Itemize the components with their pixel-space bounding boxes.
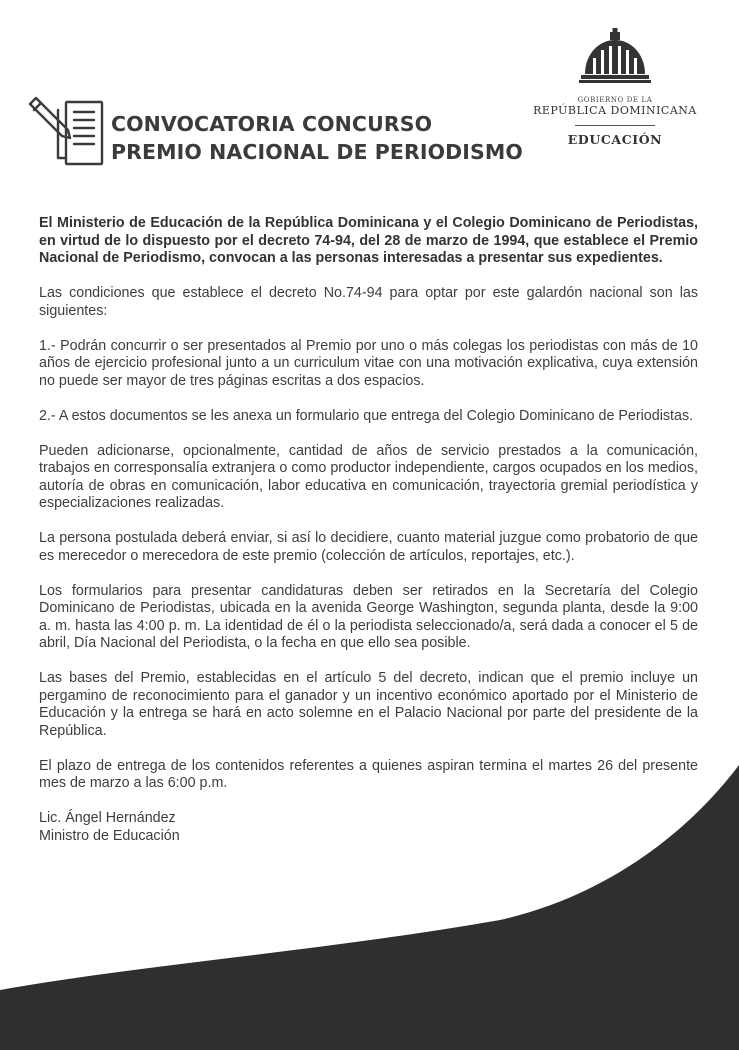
paragraph-conditions: Las condiciones que establece el decreto No.74-94 para optar por este galardón nacional son las siguientes: xyxy=(39,285,698,319)
paragraph-item-2: 2.- A estos documentos se les anexa un formulario que entrega del Colegio Dominicano de Periodistas. xyxy=(39,407,694,424)
signature-name: Lic. Ángel Hernández xyxy=(39,810,176,826)
paragraph-bases: Las bases del Premio, establecidas en el artículo 5 del decreto, indican que el premio incluye un pergamino de reconocimiento para el ganador y un incentivo económico aportado por el Ministerio de Educación y la entrega se hará en acto solemne en el Palacio Nacional por parte del presidente de la República. xyxy=(39,670,698,739)
dome-icon xyxy=(577,28,653,94)
paragraph-material: La persona postulada deberá enviar, si así lo decidiere, cuanto material juzgue como probatorio de que es merecedor o merecedora de este premio (colección de artículos, reportajes, etc.). xyxy=(39,530,698,564)
paragraph-item-1: 1.- Podrán concurrir o ser presentados al Premio por uno o más colegas los periodistas con más de 10 años de ejercicio profesional junto a un curriculum vitae con una motivación explicativa, cuya extensión no puede ser mayor de tres páginas escritas a dos espacios. xyxy=(39,337,698,389)
title-line-1: CONVOCATORIA CONCURSO xyxy=(111,112,433,136)
page-title xyxy=(111,110,523,166)
logo-line-1: GOBIERNO DE LA xyxy=(577,96,653,104)
paragraph-optional: Pueden adicionarse, opcionalmente, cantidad de años de servicio prestados a la comunicación, trabajos en corresponsalía extranjera o como productor independiente, cargos ocupados en los medios, autoría de obras en comunicación, labor educativa en comunicación, trayectoria gremial periodística y especializaciones realizadas. xyxy=(39,442,698,511)
notepad-with-pencil-icon xyxy=(28,96,106,168)
logo-line-3: EDUCACIÓN xyxy=(567,132,663,147)
document-body xyxy=(39,215,698,845)
signature-title: Ministro de Educación xyxy=(39,827,180,844)
paragraph-forms: Los formularios para presentar candidaturas deben ser retirados en la Secretaría del Colegio Dominicano de Periodistas, ubicada en la avenida George Washington, segunda planta, desde la 9:00 a. m. hasta las 4:00 p. m. La identidad de él o la periodista seleccionado/a, será dada a conocer el 5 de abril, Día Nacional del Periodista, o la fecha en que ello sea posible. xyxy=(39,582,698,651)
intro-paragraph: El Ministerio de Educación de la República Dominicana y el Colegio Dominicano de Periodistas, en virtud de lo dispuesto por el decreto 74-94, del 28 de marzo de 1994, que establece el Premio Nacional de Periodismo, convocan a las personas interesadas a presentar sus expedientes. xyxy=(39,215,698,266)
government-logo xyxy=(530,28,700,153)
title-line-2: PREMIO NACIONAL DE PERIODISMO xyxy=(111,140,523,164)
paragraph-deadline: El plazo de entrega de los contenidos referentes a quienes aspiran termina el martes 26 del presente mes de marzo a las 6:00 p.m. xyxy=(39,757,698,791)
logo-line-2: REPÚBLICA DOMINICANA xyxy=(533,104,697,117)
logo-divider xyxy=(575,125,655,126)
